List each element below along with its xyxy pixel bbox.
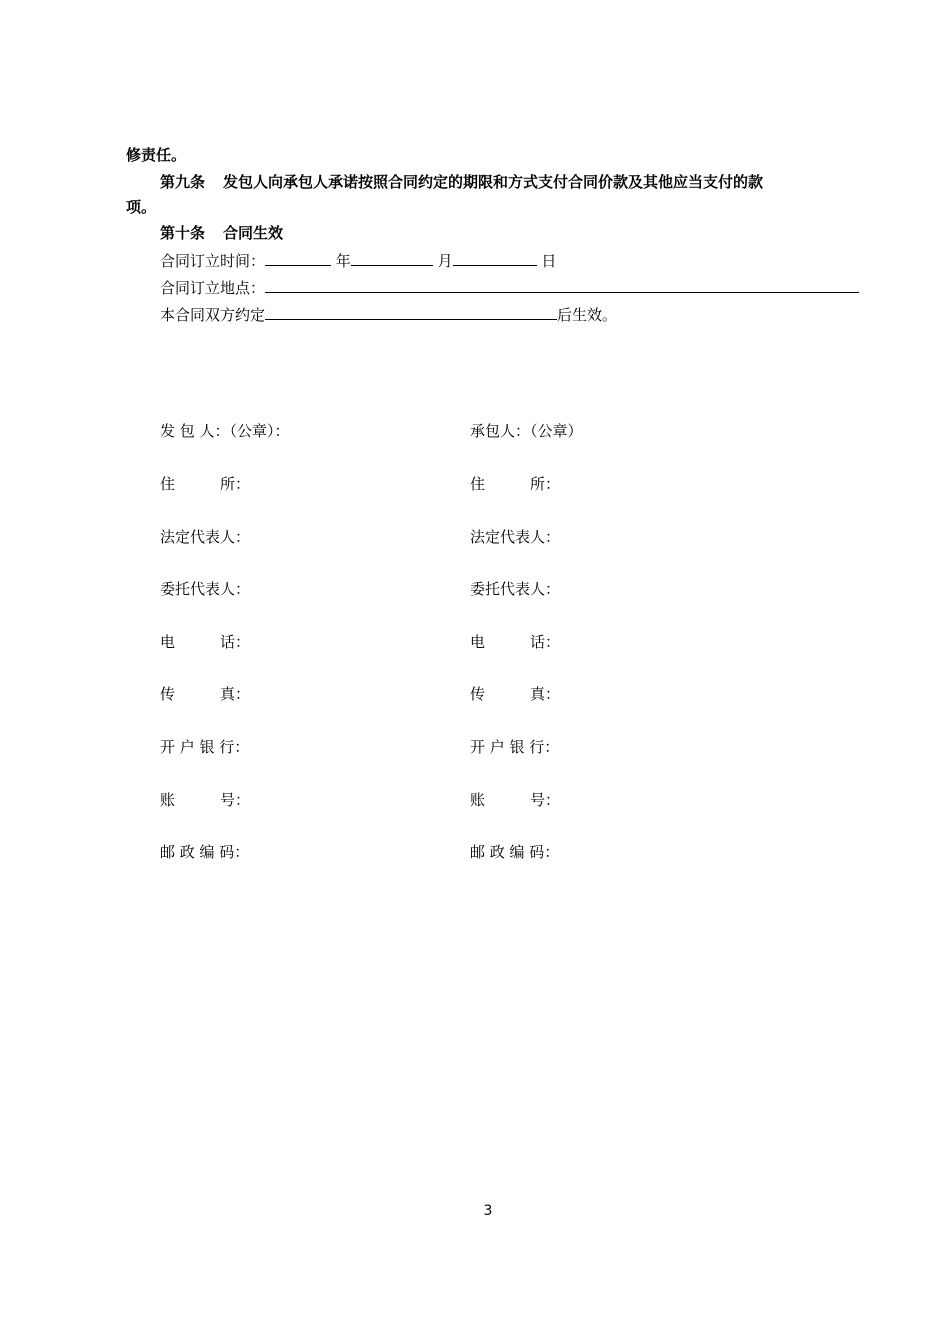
employer-postcode: 邮 政 编 码： [160, 843, 250, 861]
contractor-phone: 电 话： [470, 633, 561, 651]
employer-fax: 传 真： [160, 685, 251, 703]
month-label: 月 [437, 252, 453, 270]
contractor-address: 住 所： [470, 475, 561, 493]
contract-time-line [160, 250, 556, 271]
contractor-title: 承包人：（公章） [470, 422, 583, 440]
contractor-bank: 开 户 银 行： [470, 738, 560, 756]
day-label: 日 [541, 252, 557, 270]
page-number: 3 [483, 1203, 493, 1219]
clause9-text: 发包人向承包人承诺按照合同约定的期限和方式支付合同价款及其他应当支付的款 [223, 173, 764, 191]
contract-place-line [160, 277, 859, 298]
clause10-heading-line [160, 223, 283, 243]
employer-agent: 委托代表人： [160, 580, 251, 598]
clause9-line2: 项。 [126, 198, 157, 216]
effective-line [160, 304, 617, 325]
clause9-line1 [160, 172, 763, 192]
employer-phone: 电 话： [160, 633, 251, 651]
employer-legal-rep: 法定代表人： [160, 528, 251, 546]
contractor-postcode: 邮 政 编 码： [470, 843, 560, 861]
employer-account: 账 号： [160, 791, 251, 809]
year-label: 年 [335, 252, 351, 270]
time-label: 合同订立时间： [160, 252, 266, 270]
clause10-heading: 第十条 [160, 224, 206, 242]
effective-prefix: 本合同双方约定 [160, 306, 266, 324]
clause-end-text: 修责任。 [126, 146, 187, 164]
employer-address: 住 所： [160, 475, 251, 493]
contractor-account: 账 号： [470, 791, 561, 809]
year-blank [265, 250, 331, 266]
place-blank [265, 277, 859, 293]
clause10-title: 合同生效 [223, 224, 284, 242]
effective-blank [265, 304, 557, 320]
place-label: 合同订立地点： [160, 279, 266, 297]
employer-title: 发 包 人：（公章）： [160, 422, 290, 440]
day-blank [453, 250, 537, 266]
contractor-agent: 委托代表人： [470, 580, 561, 598]
effective-suffix: 后生效。 [557, 306, 618, 324]
month-blank [351, 250, 433, 266]
contractor-fax: 传 真： [470, 685, 561, 703]
clause9-heading: 第九条 [160, 173, 206, 191]
contractor-legal-rep: 法定代表人： [470, 528, 561, 546]
employer-bank: 开 户 银 行： [160, 738, 250, 756]
